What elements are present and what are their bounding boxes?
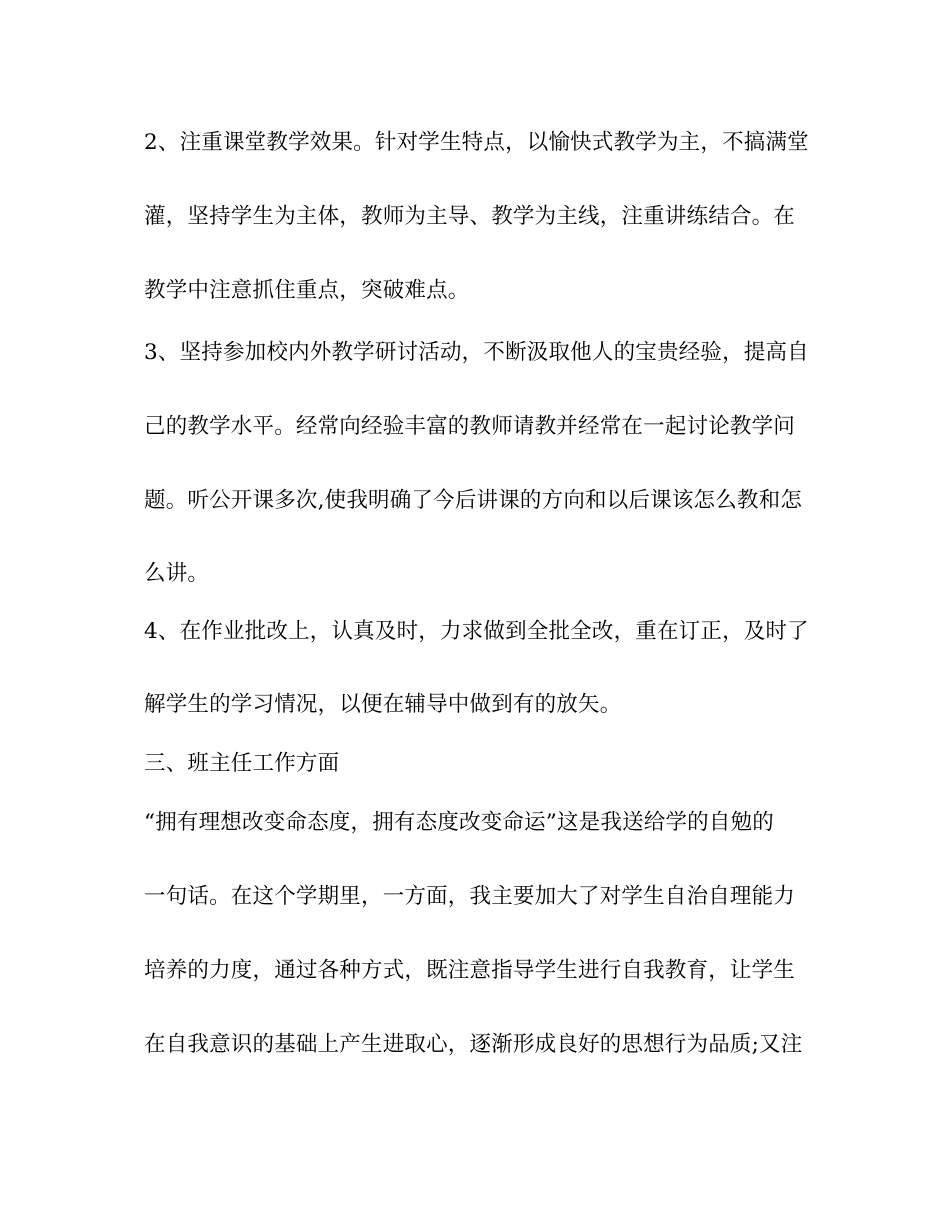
paragraph-2-line-2: 灌，坚持学生为主体，教师为主导、教学为主线，注重讲练结合。在	[144, 204, 796, 229]
paragraph-2-line-3: 教学中注意抓住重点，突破难点。	[144, 278, 470, 303]
paragraph-3-line-3: 题。听公开课多次,使我明确了今后讲课的方向和以后课该怎么教和怎	[144, 488, 803, 513]
paragraph-3-line-4: 么讲。	[144, 561, 210, 586]
paragraph-5-line-4: 在自我意识的基础上产生进取心，逐渐形成良好的思想行为品质;又注	[144, 1032, 803, 1057]
paragraph-4-line-2: 解学生的学习情况，以便在辅导中做到有的放矢。	[144, 692, 622, 717]
paragraph-4-line-1: 4、在作业批改上，认真及时，力求做到全批全改，重在订正，及时了	[144, 619, 809, 644]
paragraph-2-line-1: 2、注重课堂教学效果。针对学生特点，以愉快式教学为主，不搞满堂	[144, 130, 809, 155]
section-heading: 三、班主任工作方面	[144, 751, 340, 776]
paragraph-5-line-2: 一句话。在这个学期里，一方面，我主要加大了对学生自治自理能力	[144, 884, 796, 909]
paragraph-3-line-2: 己的教学水平。经常向经验丰富的教师请教并经常在一起讨论教学问	[144, 414, 796, 439]
paragraph-5-line-3: 培养的力度，通过各种方式，既注意指导学生进行自我教育，让学生	[144, 958, 796, 983]
paragraph-5-line-1: “拥有理想改变命态度，拥有态度改变命运”这是我送给学的自勉的	[144, 810, 774, 835]
paragraph-3-line-1: 3、坚持参加校内外教学研讨活动，不断汲取他人的宝贵经验，提高自	[144, 340, 809, 365]
